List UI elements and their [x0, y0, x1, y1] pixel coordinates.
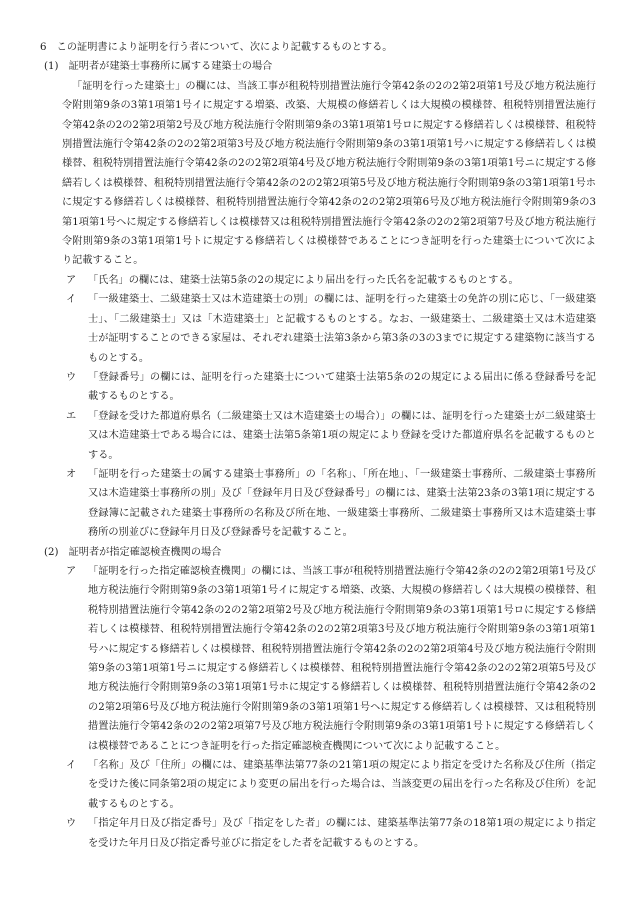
section-1-item-a — [62, 271, 596, 290]
item-label: エ — [66, 410, 77, 422]
item-text: 「氏名」の欄には、建築士法第5条の2の規定により届出を行った氏名を記載するものとする。 — [88, 274, 519, 286]
item-label: イ — [66, 760, 77, 772]
section-2-item-a — [62, 562, 596, 756]
item-text: 「名称」及び「住所」の欄には、建築基準法第77条の21第1項の規定により指定を受けた名称及び住所（指定を受けた後に同条第2項の規定により変更の届出を行った場合は、当該変更の届出を行った名称及び住所）を記載するものとする。 — [88, 760, 596, 810]
section-1-item-u — [62, 368, 596, 407]
section-1 — [40, 57, 596, 542]
section-1-item-e — [62, 407, 596, 465]
item-label: イ — [66, 294, 77, 306]
item-text: 「指定年月日及び指定番号」及び「指定をした者」の欄には、建築基準法第77条の18第1項の規定により指定を受けた年月日及び指定番号並びに指定をした者を記載するものとする。 — [88, 818, 596, 849]
section-2 — [40, 543, 596, 854]
section-heading: 6 この証明書により証明を行う者について、次により記載するものとする。 — [40, 42, 393, 53]
item-label: ウ — [66, 371, 77, 383]
section-1-item-o — [62, 465, 596, 543]
item-text: 「登録を受けた都道府県名（二級建築士又は木造建築士の場合）」の欄には、証明を行った建築士が二級建築士又は木造建築士である場合には、建築士法第5条第1項の規定により登録を受けた都道府県名を記載するものとする。 — [88, 410, 596, 461]
item-label: ウ — [66, 818, 77, 830]
item-label: ア — [66, 565, 77, 577]
item-text: 「証明を行った建築士の属する建築士事務所」の「名称」、「所在地」、「一級建築士事務所、二級建築士事務所又は木造建築士事務所の別」及び「登録年月日及び登録番号」の欄には、建築士法第23条の3第1項に規定する登録簿に記載された建築士事務所の名称及び所在地、一級建築士事務所、二級建築士事務所又は木造建築士事務所の別並びに登録年月日及び登録番号を記載すること。 — [88, 468, 596, 539]
section-1-title: (1) 証明者が建築士事務所に属する建築士の場合 — [44, 61, 273, 73]
item-label: オ — [66, 468, 77, 480]
item-text: 「登録番号」の欄には、証明を行った建築士について建築士法第5条の2の規定による届出に係る登録番号を記載するものとする。 — [88, 371, 596, 403]
section-2-item-u — [62, 814, 596, 853]
item-text: 「証明を行った指定確認検査機関」の欄には、当該工事が租税特別措置法施行令第42条の2の2第2項第1号及び地方税法施行令附則第9条の3第1項第1号イに規定する増築、改築、大規模の修繕若しくは大規模の模様替、租税特別措置法施行令第42条の2の2第2項第2号及び地方税法施行令附則第9条の3第1項第1号ロに規定する修繕若しくは模様替、租税特別措置法施行令第42条の2の2第2項第3号及び地方税法施行令附則第9条の3第1項第1号ハに規定する修繕若しくは模様替、租税特別措置法施行令第42条の2の2第2項第4号及び地方税法施行令附則第9条の3第1項第1号ニに規定する修繕若しくは模様替、租税特別措置法施行令第42条の2の2第2項第5号及び地方税法施行令附則第9条の3第1項第1号ホに規定する修繕若しくは模様替、租税特別措置法施行令第42条の2の2第2項第6号及び地方税法施行令附則第9条の3第1項第1号ヘに規定する修繕若しくは模様替、又は租税特別措置法施行令第42条の2の2第2項第7号及び地方税法施行令附則第9条の3第1項第1号トに規定する修繕若しくは模様替であることにつき証明を行った指定確認検査機関について次により記載すること。 — [88, 565, 596, 752]
section-2-item-i — [62, 756, 596, 814]
section-2-title: (2) 証明者が指定確認検査機関の場合 — [44, 546, 222, 558]
item-label: ア — [66, 274, 77, 286]
section-1-body: 「証明を行った建築士」の欄には、当該工事が租税特別措置法施行令第42条の2の2第2項第1号及び地方税法施行令附則第9条の3第1項第1号イに規定する増築、改築、大規模の修繕若しくは大規模の模様替、租税特別措置法施行令第42条の2の2第2項第2号及び地方税法施行令附則第9条の3第1項第1号ロに規定する修繕若しくは模様替、租税特別措置法施行令第42条の2の2第2項第3号及び地方税法施行令附則第9条の3第1項第1号ハに規定する修繕若しくは模様替、租税特別措置法施行令第42条の2の2第2項第4号及び地方税法施行令附則第9条の3第1項第1号ニに規定する修繕若しくは模様替、租税特別措置法施行令第42条の2の2第2項第5号及び地方税法施行令附則第9条の3第1項第1号ホに規定する修繕若しくは模様替、租税特別措置法施行令第42条の2の2第2項第6号及び地方税法施行令附則第9条の3第1項第1号ヘに規定する修繕若しくは模様替又は租税特別措置法施行令第42条の2の2第2項第7号及び地方税法施行令附則第9条の3第1項第1号トに規定する修繕若しくは模様替であることにつき証明を行った建築士について次により記載すること。 — [62, 80, 596, 267]
item-text: 「一級建築士、二級建築士又は木造建築士の別」の欄には、証明を行った建築士の免許の別に応じ、「一級建築士」、「二級建築士」又は「木造建築士」と記載するものとする。なお、一級建築士、二級建築士又は木造建築士が証明することのできる家屋は、それぞれ建築士法第3条から第3条の3の3までに規定する建築物に該当するものとする。 — [88, 294, 596, 364]
section-1-item-i — [62, 290, 596, 368]
